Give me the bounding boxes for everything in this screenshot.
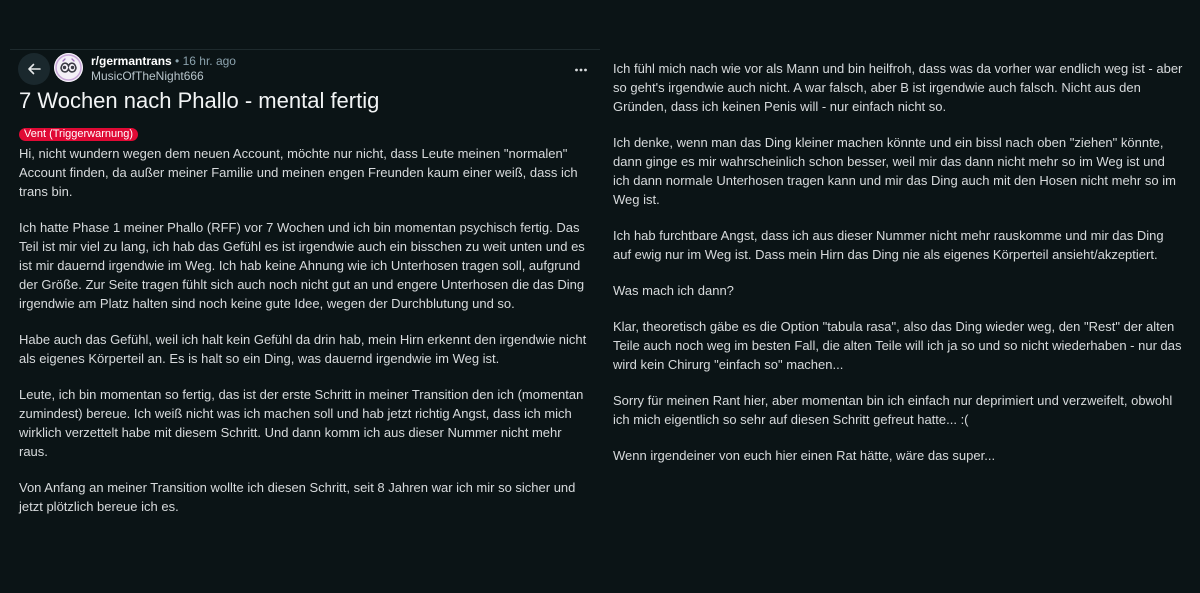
post-column-left — [10, 49, 600, 570]
post-paragraph: Habe auch das Gefühl, weil ich halt kein Gefühl da drin hab, mein Hirn erkennt den irgendwie nicht als eigenes Körperteil an. Es is halt so ein Ding, was dauernd irgendwie im Weg ist. — [19, 332, 587, 366]
post-paragraph: Ich hab furchtbare Angst, dass ich aus dieser Nummer nicht mehr rauskomme und mir das Ding auf ewig nur im Weg ist. Dass mein Hirn das Ding nie als eigenes Körperteil ansieht/akzeptiert. — [613, 228, 1164, 262]
post-paragraph: Ich denke, wenn man das Ding kleiner machen könnte und ein bissl nach oben "ziehen" könnte, dann ginge es mir wahrscheinlich schon besser, weil mir das dann nicht mehr so im Weg ist und ich dann normale Unterhosen tragen kann und mir das Ding auch mit den Hosen nicht mehr so im Weg ist. — [613, 135, 1176, 207]
post-meta — [91, 54, 236, 68]
post-body-left — [19, 144, 591, 533]
meta-separator: • — [175, 54, 180, 68]
post-body-right — [613, 59, 1185, 482]
post-paragraph: Was mach ich dann? — [613, 283, 734, 298]
post-paragraph: Leute, ich bin momentan so fertig, das ist der erste Schritt in meiner Transition den ich (momentan zumindest) bereue. Ich weiß nicht was ich machen soll und hab jetzt richtig Angst, dass ich mich wirklich verzettelt habe mit diesem Schritt. Und dann komm ich aus dieser Nummer nicht mehr raus. — [19, 387, 584, 459]
post-paragraph: Hi, nicht wundern wegen dem neuen Account, möchte nur nicht, dass Leute meinen "normalen" Account finden, da außer meiner Familie und meinen engen Freunden kaum einer weiß, dass ich trans bin. — [19, 146, 578, 199]
community-avatar[interactable] — [54, 53, 83, 82]
post-paragraph: Von Anfang an meiner Transition wollte ich diesen Schritt, seit 8 Jahren war ich mir so sicher und jetzt plötzlich bereue ich es. — [19, 480, 576, 514]
author-link[interactable]: MusicOfTheNight666 — [91, 69, 204, 83]
post-title: 7 Wochen nach Phallo - mental fertig — [19, 88, 380, 113]
post-paragraph: Klar, theoretisch gäbe es die Option "tabula rasa", also das Ding wieder weg, den "Rest" der alten Teile auch noch weg im besten Fall, die alten Teile will ich ja so und so nicht wiederhaben - nur das wird kein Chirurg "einfach so" machen... — [613, 319, 1182, 372]
post-paragraph: Ich hatte Phase 1 meiner Phallo (RFF) vor 7 Wochen und ich bin momentan psychisch fertig. Das Teil ist mir viel zu lang, ich hab das Gefühl es ist irgendwie auch ein bisschen zu weit unten und es ist mir dauernd irgendwie im Weg. Ich hab keine Ahnung wie ich Unterhosen tragen soll, aufgrund der Größe. Zur Seite tragen fühlt sich auch noch nicht gut an und engere Unterhosen die das Ding irgendwie am Platz halten sind noch keine gute Idee, wegen der Durchblutung und so. — [19, 220, 585, 311]
post-time: 16 hr. ago — [182, 54, 236, 68]
post-paragraph: Ich fühl mich nach wie vor als Mann und bin heilfroh, dass was da vorher war endlich weg ist - aber so geht's irgendwie auch nicht. A war falsch, aber B ist irgendwie auch falsch. Nicht aus den Gründen, dass ich keinen Penis will - nur einfach nicht so. — [613, 61, 1183, 114]
post-paragraph: Sorry für meinen Rant hier, aber momentan bin ich einfach nur deprimiert und verzweifelt, obwohl ich mich eigentlich so sehr auf diesen Schritt gefreut hatte... :( — [613, 393, 1173, 427]
more-options-button[interactable] — [570, 59, 592, 81]
subreddit-link[interactable]: r/germantrans — [91, 54, 172, 68]
post-flair[interactable]: Vent (Triggerwarnung) — [19, 128, 138, 141]
arrow-left-icon — [26, 61, 42, 77]
more-options-icon — [574, 63, 588, 77]
community-logo-icon — [54, 53, 83, 82]
back-button[interactable] — [18, 53, 50, 85]
post-header — [10, 50, 600, 88]
post-paragraph: Wenn irgendeiner von euch hier einen Rat hätte, wäre das super... — [613, 448, 996, 463]
